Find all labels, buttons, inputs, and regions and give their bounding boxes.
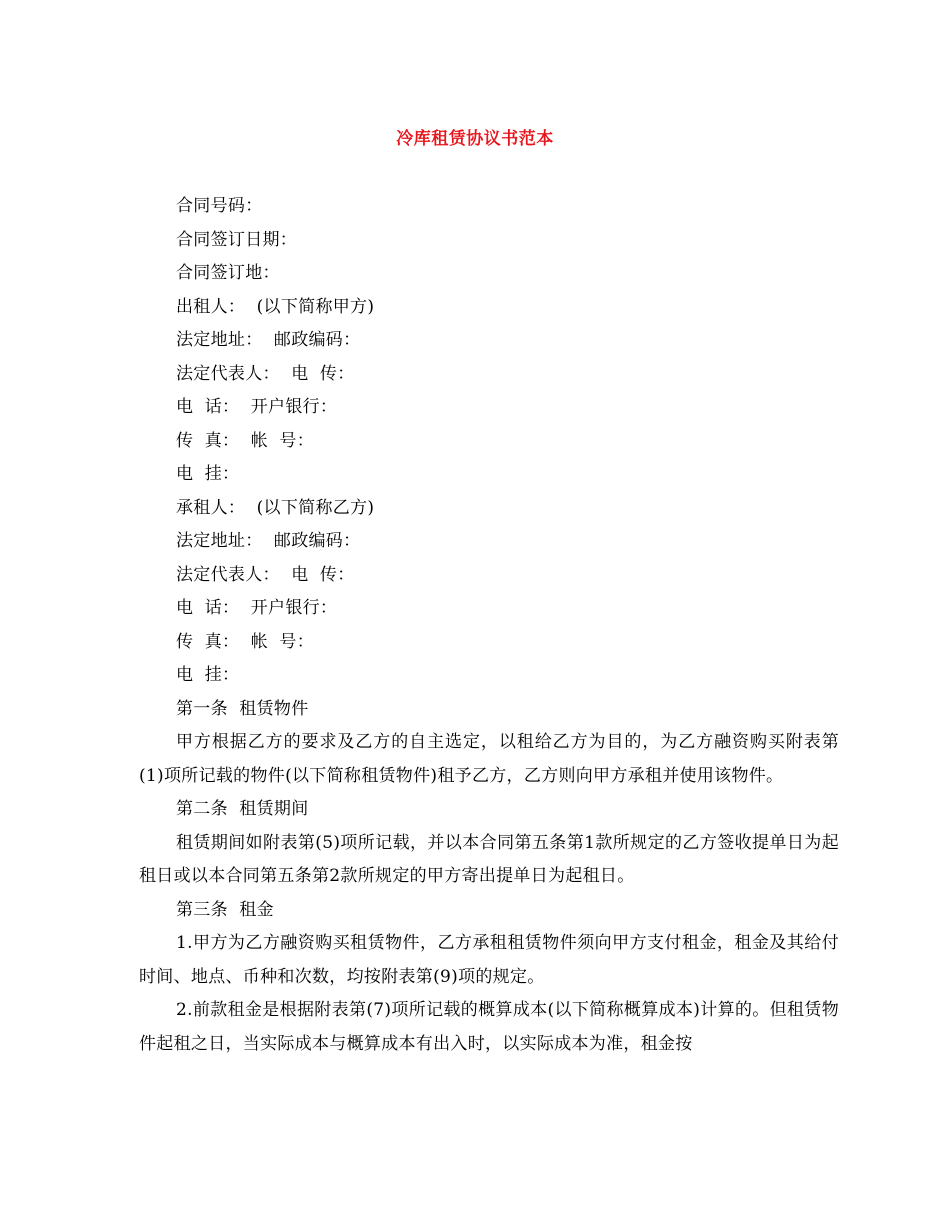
document-title: 冷库租赁协议书范本 bbox=[396, 129, 554, 149]
signing-date-field: 合同签订日期： bbox=[176, 229, 298, 250]
lessor-cable-field: 电 挂： bbox=[176, 464, 240, 484]
article2-heading: 第二条 租赁期间 bbox=[176, 799, 309, 819]
lessee-fax-field: 传 真： 帐 号： bbox=[176, 631, 315, 652]
lessee-phone-field: 电 话： 开户银行： bbox=[176, 598, 338, 618]
document-body bbox=[139, 190, 839, 1061]
lessee-cable-field: 电 挂： bbox=[176, 665, 240, 685]
article3-item1-paragraph: 1.甲方为乙方融资购买租赁物件，乙方承租租赁物件须向甲方支付租金，租金及其给付时间、地点、币种和次数，均按附表第(9)项的规定。 bbox=[139, 933, 839, 987]
article2-paragraph: 租赁期间如附表第(5)项所记载，并以本合同第五条第1款所规定的乙方签收提单日为起租日或以本合同第五条第2款所规定的甲方寄出提单日为起租日。 bbox=[139, 832, 839, 886]
lessor-fax-field: 传 真： 帐 号： bbox=[176, 430, 315, 451]
signing-place-field: 合同签订地： bbox=[176, 263, 280, 283]
article3-heading: 第三条 租金 bbox=[176, 899, 274, 920]
article1-heading: 第一条 租赁物件 bbox=[176, 698, 309, 719]
contract-number-field: 合同号码： bbox=[176, 196, 263, 216]
lessor-representative-field: 法定代表人： 电 传： bbox=[176, 363, 355, 384]
article1-paragraph: 甲方根据乙方的要求及乙方的自主选定，以租给乙方为目的，为乙方融资购买附表第(1)项所记载的物件(以下简称租赁物件)租予乙方，乙方则向甲方承租并使用该物件。 bbox=[139, 732, 839, 786]
lessee-representative-field: 法定代表人： 电 传： bbox=[176, 564, 355, 585]
article3-item2-paragraph: 2.前款租金是根据附表第(7)项所记载的概算成本(以下简称概算成本)计算的。但租赁物件起租之日，当实际成本与概算成本有出入时，以实际成本为准，租金按 bbox=[139, 1000, 839, 1054]
lessor-field: 出租人： (以下简称甲方) bbox=[176, 296, 375, 317]
lessor-address-field: 法定地址： 邮政编码： bbox=[176, 330, 361, 350]
lessee-field: 承租人： (以下简称乙方) bbox=[176, 497, 375, 518]
lessee-address-field: 法定地址： 邮政编码： bbox=[176, 531, 361, 551]
lessor-phone-field: 电 话： 开户银行： bbox=[176, 397, 338, 417]
